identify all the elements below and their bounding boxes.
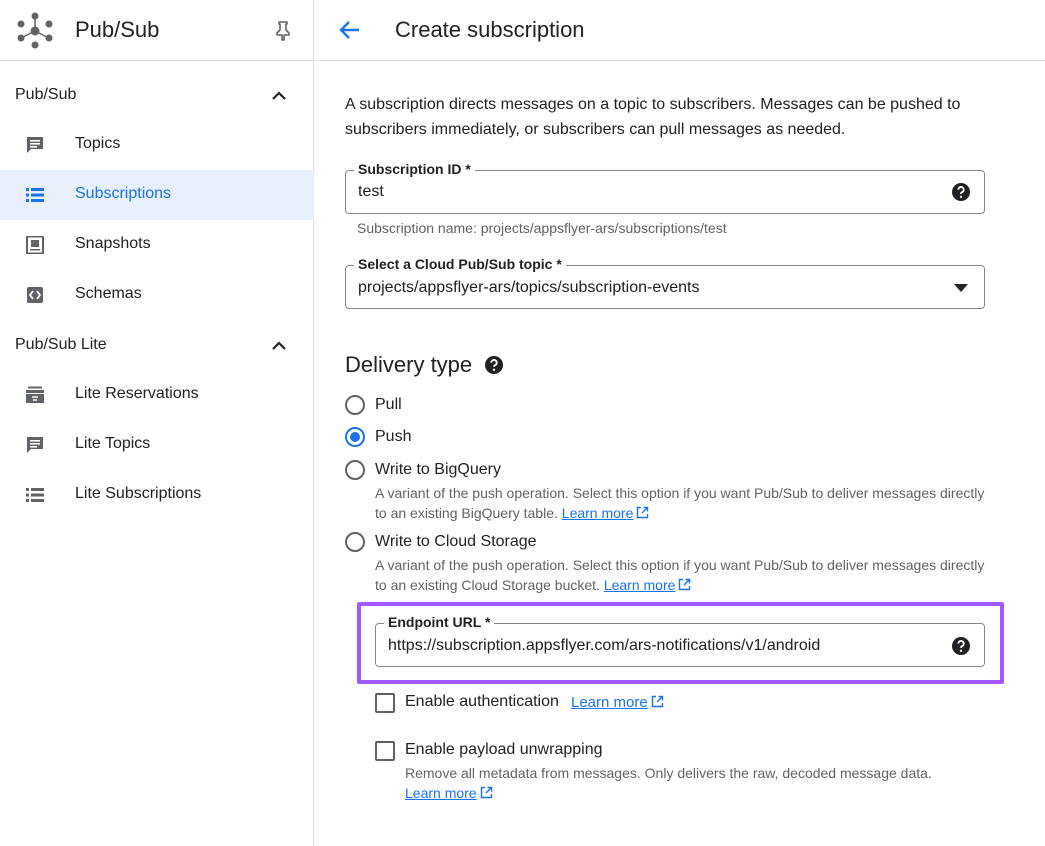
radio-label: Write to Cloud Storage (375, 533, 537, 550)
cloud-storage-description (375, 555, 995, 595)
sidebar-section-label: Pub/Sub (15, 86, 77, 103)
radio-button[interactable] (345, 532, 365, 552)
auth-learn-more[interactable] (571, 694, 664, 711)
external-link-icon (480, 786, 493, 799)
enable-authentication-row[interactable] (375, 691, 775, 715)
sidebar-item-lite-subscriptions[interactable] (0, 470, 314, 520)
sidebar-item-label: Topics (75, 135, 121, 152)
pubsub-logo-icon (16, 10, 54, 50)
sidebar-item-label: Subscriptions (75, 185, 172, 202)
sidebar-item-lite-reservations[interactable] (0, 370, 314, 420)
checkbox-label: Enable payload unwrapping (405, 741, 603, 758)
sidebar-section-label: Pub/Sub Lite (15, 336, 107, 353)
sidebar-item-topics[interactable] (0, 120, 314, 170)
subscription-id-field[interactable] (345, 161, 985, 214)
schema-icon (25, 286, 45, 304)
learn-more-link[interactable]: Learn more (603, 577, 676, 593)
payload-unwrapping-description (405, 763, 1005, 803)
radio-button[interactable] (345, 395, 365, 415)
external-link-icon (636, 506, 649, 519)
sidebar-item-label: Schemas (75, 285, 142, 302)
sidebar-item-label: Lite Topics (75, 435, 151, 452)
subscription-id-label: Subscription ID * (354, 161, 475, 177)
sidebar-section-pubsub-lite[interactable] (0, 321, 314, 371)
radio-button[interactable] (345, 460, 365, 480)
sidebar-item-subscriptions[interactable] (0, 170, 314, 220)
enable-authentication-checkbox[interactable] (375, 693, 395, 713)
list-icon (25, 486, 45, 504)
sidebar-item-schemas[interactable] (0, 270, 314, 320)
topic-select-value: projects/appsflyer-ars/topics/subscription-events (358, 279, 700, 296)
page-title: Create subscription (395, 17, 585, 42)
sidebar-item-label: Lite Reservations (75, 385, 199, 402)
bigquery-description (375, 483, 995, 523)
chevron-up-icon[interactable] (271, 339, 287, 351)
sidebar-item-snapshots[interactable] (0, 220, 314, 270)
sidebar-header (0, 0, 313, 61)
help-icon[interactable] (951, 636, 971, 656)
dropdown-arrow-icon[interactable] (954, 284, 968, 292)
radio-label: Pull (375, 396, 402, 413)
endpoint-url-value[interactable]: https://subscription.appsflyer.com/ars-notifications/v1/android (388, 637, 821, 654)
pin-icon[interactable] (274, 21, 292, 41)
list-icon (25, 186, 45, 204)
radio-button[interactable] (345, 427, 365, 447)
radio-label: Push (375, 428, 412, 445)
endpoint-url-label: Endpoint URL * (384, 614, 494, 630)
sidebar-item-label: Snapshots (75, 235, 151, 252)
enable-payload-unwrapping-checkbox[interactable] (375, 741, 395, 761)
back-arrow-icon[interactable] (337, 17, 363, 43)
description-text: A variant of the push operation. Select this option if you want Pub/Sub to deliver messages directly to an existing Cloud Storage bucket. (375, 557, 985, 593)
main-content (315, 0, 1045, 846)
snapshot-icon (25, 236, 45, 254)
topic-select-label: Select a Cloud Pub/Sub topic * (354, 256, 566, 272)
description-text: A variant of the push operation. Select this option if you want Pub/Sub to deliver messages directly to an existing BigQuery table. (375, 485, 985, 521)
topic-icon (25, 436, 45, 454)
enable-payload-unwrapping-row[interactable] (375, 739, 775, 763)
sidebar-item-label: Lite Subscriptions (75, 485, 202, 502)
help-icon[interactable] (951, 182, 971, 202)
endpoint-url-field[interactable] (375, 614, 985, 667)
topic-select[interactable] (345, 256, 985, 309)
intro-text: A subscription directs messages on a topic to subscribers. Messages can be pushed to subscribers immediately, or subscribers can pull messages as needed. (345, 96, 961, 138)
sidebar-title: Pub/Sub (75, 17, 160, 42)
learn-more-link[interactable]: Learn more (405, 785, 477, 801)
topic-icon (25, 136, 45, 154)
help-icon[interactable] (484, 355, 504, 375)
sidebar-item-lite-topics[interactable] (0, 420, 314, 470)
radio-label: Write to BigQuery (375, 461, 501, 478)
external-link-icon (678, 578, 691, 591)
chevron-up-icon[interactable] (271, 89, 287, 101)
delivery-type-title: Delivery type (345, 352, 473, 377)
reservation-icon (25, 386, 45, 404)
sidebar (0, 0, 314, 846)
external-link-icon (651, 695, 664, 708)
checkbox-label: Enable authentication (405, 693, 559, 710)
subscription-name-hint: Subscription name: projects/appsflyer-ars/subscriptions/test (357, 220, 727, 236)
sidebar-section-pubsub[interactable] (0, 71, 314, 121)
main-header (315, 0, 1045, 61)
subscription-id-value[interactable]: test (358, 183, 384, 200)
learn-more-link[interactable]: Learn more (571, 694, 648, 711)
learn-more-link[interactable]: Learn more (561, 505, 634, 521)
description-text: Remove all metadata from messages. Only delivers the raw, decoded message data. (405, 765, 932, 781)
